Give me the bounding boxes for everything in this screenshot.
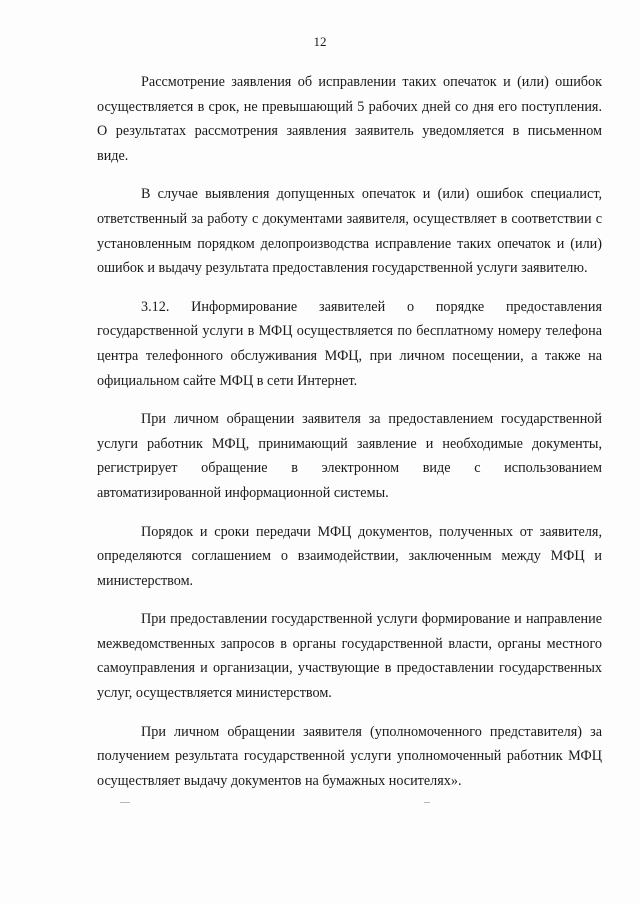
paragraph-error-correction: В случае выявления допущенных опечаток и (или) ошибок специалист, ответственный за работу с документами заявителя, осуществляет в соответствии с установленным порядком делопроизводства исправление таких опечаток и (или) ошибок и выдачу результата предоставления государственной услуги заявителю. bbox=[97, 186, 602, 277]
scan-mark-left bbox=[120, 802, 130, 803]
paragraph-interagency-requests: При предоставлении государственной услуги формирование и направление межведомственных запросов в органы государственной власти, органы местного самоуправления и организации, участвующие в предоставлении государственных услуг, осуществляется министерством. bbox=[97, 611, 602, 702]
paragraph-transfer-procedure: Порядок и сроки передачи МФЦ документов, полученных от заявителя, определяются соглашением о взаимодействии, заключенным между МФЦ и министерством. bbox=[97, 523, 602, 589]
page-number: 12 bbox=[313, 34, 327, 49]
scan-mark-right bbox=[424, 802, 430, 803]
paragraph-personal-application: При личном обращении заявителя за предоставлением государственной услуги работник МФЦ, принимающий заявление и необходимые документы, регистрирует обращение в электронном виде с использованием автоматизированной информационной системы. bbox=[97, 411, 602, 501]
body-text bbox=[97, 70, 602, 807]
paragraph-correction-review: Рассмотрение заявления об исправлении таких опечаток и (или) ошибок осуществляется в срок, не превышающий 5 рабочих дней со дня его поступления. О результатах рассмотрения заявления заявитель уведомляется в письменном виде. bbox=[97, 74, 602, 164]
paragraph-mfc-informing: 3.12. Информирование заявителей о порядке предоставления государственной услуги в МФЦ осуществляется по бесплатному номеру телефона центра телефонного обслуживания МФЦ, при личном посещении, а также на официальном сайте МФЦ в сети Интернет. bbox=[97, 298, 602, 389]
paragraph-result-issuance: При личном обращении заявителя (уполномоченного представителя) за получением результата государственной услуги уполномоченный работник МФЦ осуществляет выдачу документов на бумажных носителях». bbox=[97, 723, 602, 789]
